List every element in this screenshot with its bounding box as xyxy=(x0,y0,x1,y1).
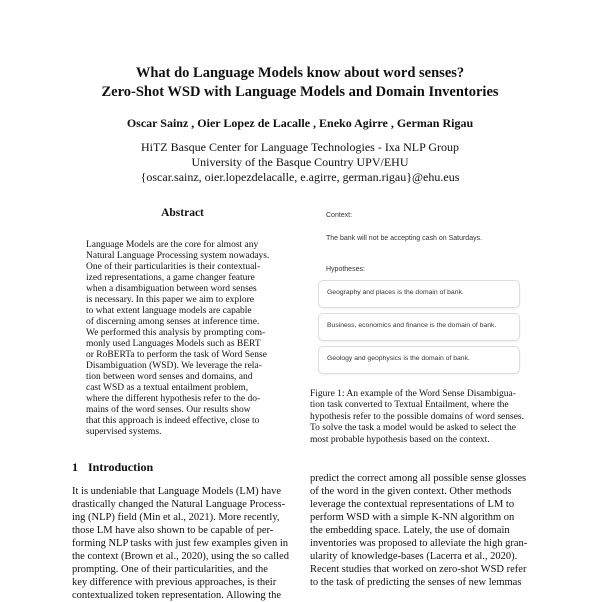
abstract-line: where the different hypothesis refer to the do- xyxy=(86,394,261,404)
body-line: leverage the contextual representations of LM to xyxy=(310,499,515,510)
figure-1 xyxy=(318,212,524,380)
body-line: of the word in the given context. Other methods xyxy=(310,486,512,497)
abstract-line: Disambiguation (WSD). We leverage the rela- xyxy=(86,361,262,371)
hypothesis-card xyxy=(318,313,520,341)
hypothesis-text: Geography and places is the domain of bank. xyxy=(327,289,464,296)
body-line: inventories was proposed to alleviate the high gran- xyxy=(310,538,528,549)
hypothesis-text: Business, economics and finance is the domain of bank. xyxy=(327,322,497,329)
abstract-line: supervised systems. xyxy=(86,427,162,437)
abstract-line: mains of the word senses. Our results show xyxy=(86,405,251,415)
caption-line: most probable hypothesis based on the context. xyxy=(310,435,490,445)
body-line: ularity of knowledge-bases (Lacerra et al., 2020). xyxy=(310,551,518,562)
paper-title-line-1: What do Language Models know about word senses? xyxy=(135,65,465,81)
body-line: perform WSD with a simple K-NN algorithm on xyxy=(310,512,515,523)
abstract-line: One of their particularities is their contextual- xyxy=(86,262,261,272)
abstract-line: of discerning among senses at inference time. xyxy=(86,317,260,327)
abstract-line: when a disambiguation between word senses xyxy=(86,284,257,294)
figure-hypotheses-label: Hypotheses: xyxy=(326,266,365,273)
caption-line: To solve the task a model would be asked to select the xyxy=(310,423,516,433)
section-heading-introduction xyxy=(72,460,153,475)
body-line: drastically changed the Natural Language Process- xyxy=(72,499,286,510)
body-line: to the task of predicting the senses of new lemmas xyxy=(310,577,522,588)
abstract-line: monly used Languages Models such as BERT xyxy=(86,339,261,349)
abstract-heading: Abstract xyxy=(161,207,204,219)
paper-title-line-2: Zero-Shot WSD with Language Models and Domain Inventories xyxy=(101,84,499,100)
affiliation-line-1: HiTZ Basque Center for Language Technologies - Ixa NLP Group xyxy=(140,140,460,154)
body-line: prompting. One of their particularities, and the xyxy=(72,564,268,575)
affiliation-line-2: University of the Basque Country UPV/EHU xyxy=(191,155,409,169)
hypothesis-text: Geology and geophysics is the domain of bank. xyxy=(327,355,470,362)
body-line: the context (Brown et al., 2020), using the so called xyxy=(72,551,289,562)
abstract-line: or RoBERTa to perform the task of Word Sense xyxy=(86,350,267,360)
body-line: key difference with previous approaches, is their xyxy=(72,577,277,588)
hypothesis-card xyxy=(318,280,520,308)
body-line: those LM have also shown to be capable of per- xyxy=(72,525,274,536)
abstract-line: We performed this analysis by prompting com- xyxy=(86,328,266,338)
body-line: predict the correct among all possible sense glosses xyxy=(310,473,527,484)
body-line: ing (NLP) field (Min et al., 2021). More recently, xyxy=(72,512,280,523)
abstract-line: cast WSD as a textual entailment problem, xyxy=(86,383,249,393)
abstract-line: that this approach is indeed effective, close to xyxy=(86,416,260,426)
body-line: the embedding space. Lately, the use of domain xyxy=(310,525,510,536)
body-line: It is undeniable that Language Models (LM) have xyxy=(72,486,282,497)
abstract-line: Natural Language Processing system nowadays. xyxy=(86,251,270,261)
affiliation-emails: {oscar.sainz, oier.lopezdelacalle, e.agirre, german.rigau}@ehu.eus xyxy=(140,170,460,184)
abstract-line: tion between word senses and domains, and xyxy=(86,372,253,382)
figure-context-text: The bank will not be accepting cash on Saturdays. xyxy=(326,235,483,242)
figure-context-label: Context: xyxy=(326,212,353,219)
caption-line: Figure 1: An example of the Word Sense Disambigua- xyxy=(310,389,516,399)
caption-line: hypothesis refer to the possible domains of word senses. xyxy=(310,412,524,422)
section-title: Introduction xyxy=(88,460,154,474)
body-line: Recent studies that worked on zero-shot WSD refer xyxy=(310,564,527,575)
abstract-line: Language Models are the core for almost any xyxy=(86,240,259,250)
abstract-line: to what extent language models are capable xyxy=(86,306,252,316)
hypothesis-card xyxy=(318,346,520,374)
abstract-line: is necessary. In this paper we aim to explore xyxy=(86,295,254,305)
body-line: forming NLP tasks with just few examples given in xyxy=(72,538,288,549)
author-list: Oscar Sainz , Oier Lopez de Lacalle , Eneko Agirre , German Rigau xyxy=(126,116,474,130)
body-line: contextualized token representation. Allowing the xyxy=(72,590,282,601)
section-number: 1 xyxy=(72,460,78,474)
caption-line: tion task converted to Textual Entailment, where the xyxy=(310,400,509,410)
abstract-line: ized representations, a game changer feature xyxy=(86,273,255,283)
